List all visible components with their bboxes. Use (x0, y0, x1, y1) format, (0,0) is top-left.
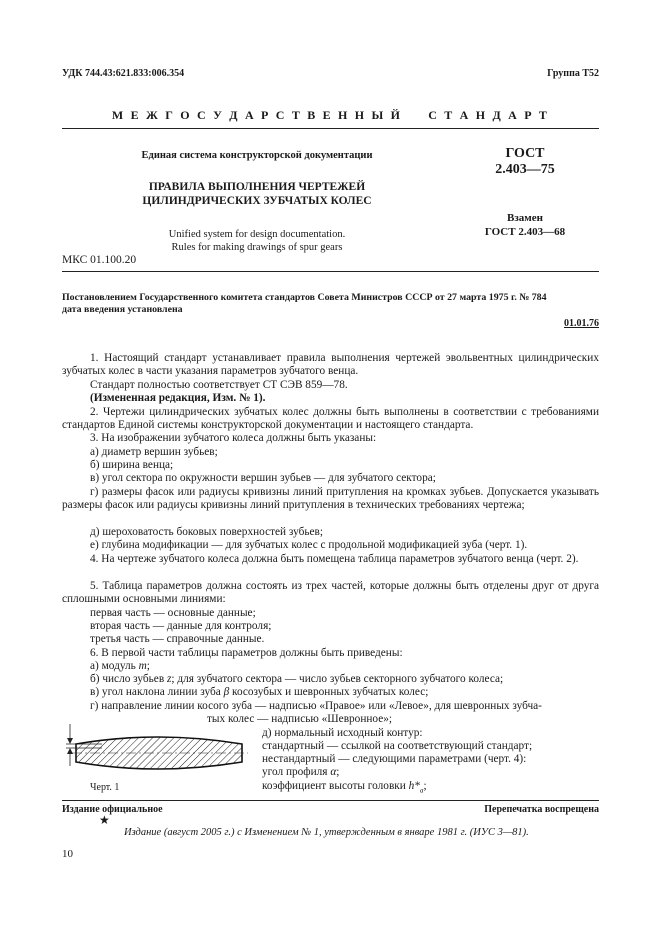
clause-6a (90, 660, 150, 673)
title-line-1: ПРАВИЛА ВЫПОЛНЕНИЯ ЧЕРТЕЖЕЙ (148, 181, 366, 193)
profile-angle-suffix: ; (336, 766, 340, 778)
clause-3: 3. На изображении зубчатого колеса должны быть указаны: (90, 432, 377, 444)
teeth-count-symbol: z (166, 673, 172, 685)
clause-5a: первая часть — основные данные; (90, 607, 256, 619)
module-symbol: m (138, 660, 147, 672)
reprint-prohibited: Перепечатка воспрещена (484, 804, 599, 815)
clause-3g: г) размеры фасок или радиусы кривизны линий притупления на кромках зубьев. Допускается указывать размеры фасок или радиусы кривизны линий притупления в технических требованиях чертежа; (62, 486, 599, 512)
mks-code: МКС 01.100.20 (62, 254, 137, 266)
group-code: Группа Т52 (547, 68, 599, 79)
clause-6v-suffix: косозубых и шевронных зубчатых колес; (229, 686, 429, 698)
clause-6g-line-2: тых колес — надписью «Шевронное»; (207, 713, 393, 725)
star-icon: ★ (99, 813, 110, 827)
replaces-block (470, 211, 580, 239)
udk-code: УДК 744.43:621.833:006.354 (62, 68, 185, 79)
clause-4: 4. На чертеже зубчатого колеса должна быть помещена таблица параметров зубчатого венца (черт. 2). (90, 553, 579, 565)
edition-note: Издание (август 2005 г.) с Изменением № 1, утвержденным в январе 1981 г. (ИУС 3—81). (124, 827, 529, 838)
english-title-line-1: Unified system for design documentation. (168, 229, 346, 240)
gost-designation (470, 146, 580, 178)
gost-number: 2.403—75 (495, 162, 555, 177)
decree-line-1: Постановлением Государственного комитета стандартов Совета Министров СССР от 27 марта 1975 г. № 784 (62, 292, 547, 303)
clause-1-compliance: Стандарт полностью соответствует СТ СЭВ 859—78. (90, 379, 348, 391)
clause-5b: вторая часть — данные для контроля; (90, 620, 272, 632)
clause-6d-nonstandard: нестандартный — следующими параметрами (черт. 4): (262, 753, 527, 765)
profile-angle-symbol: α (330, 766, 337, 778)
english-title-line-2: Rules for making drawings of spur gears (171, 242, 343, 253)
clause-1-amendment: (Измененная редакция, Изм. № 1). (90, 392, 266, 404)
clause-1: 1. Настоящий стандарт устанавливает правила выполнения чертежей эвольвентных цилиндрических зубчатых колес в части указания параметров зубчатого венца. (62, 352, 599, 378)
clause-6b (90, 673, 503, 686)
clause-3b: б) ширина венца; (90, 459, 174, 471)
clause-3v: в) угол сектора по окружности вершин зубьев — для зубчатого сектора; (90, 472, 436, 484)
clause-6: 6. В первой части таблицы параметров должны быть приведены: (90, 647, 403, 659)
title-line-2: ЦИЛИНДРИЧЕСКИХ ЗУБЧАТЫХ КОЛЕС (142, 195, 372, 207)
official-edition: Издание официальное (62, 804, 163, 815)
gost-label: ГОСТ (505, 146, 545, 161)
clause-5: 5. Таблица параметров должна состоять из трех частей, которые должны быть отделены друг от друга сплошными основными линиями: (62, 580, 599, 606)
english-title (62, 228, 452, 254)
helix-angle-symbol: β (223, 686, 230, 698)
page-number: 10 (62, 848, 73, 860)
replaces-label: Взамен (507, 212, 543, 224)
clause-6b-prefix: б) число зубьев (90, 673, 167, 685)
clause-3e: е) глубина модификации — для зубчатых колес с продольной модификацией зуба (черт. 1). (90, 539, 528, 551)
footer-rule (62, 800, 599, 801)
title-rule (62, 271, 599, 272)
addendum-symbol: h* (408, 780, 420, 792)
decree-line-2: дата введения установлена (62, 304, 183, 315)
system-name: Единая система конструкторской документации (141, 150, 373, 161)
addendum-prefix: коэффициент высоты головки (262, 780, 409, 792)
profile-angle-prefix: угол профиля (262, 766, 331, 778)
effective-date: 01.01.76 (564, 318, 599, 329)
clause-6b-suffix: ; для зубчатого сектора — число зубьев секторного зубчатого колеса; (171, 673, 504, 685)
clause-6g-line-1: г) направление линии косого зуба — надписью «Правое» или «Левое», для шевронных зубча- (90, 700, 542, 712)
addendum-subscript: a (419, 786, 424, 795)
clause-6v-prefix: в) угол наклона линии зуба (90, 686, 224, 698)
banner-rule (62, 128, 599, 129)
addendum-suffix: ; (423, 780, 427, 792)
clause-5c: третья часть — справочные данные. (90, 633, 265, 645)
clause-6d: д) нормальный исходный контур: (262, 727, 423, 739)
clause-6d-standard: стандартный — ссылкой на соответствующий стандарт; (262, 740, 533, 752)
document-title (62, 180, 452, 208)
clause-6a-prefix: а) модуль (90, 660, 139, 672)
figure-1-tooth-drawing (62, 722, 252, 778)
clause-6a-suffix: ; (146, 660, 150, 672)
clause-6d-addendum (262, 780, 427, 797)
replaces-number: ГОСТ 2.403—68 (484, 226, 566, 238)
figure-1-caption: Черт. 1 (90, 782, 120, 793)
clause-3a: а) диаметр вершин зубьев; (90, 446, 218, 458)
clause-3d: д) шероховатость боковых поверхностей зубьев; (90, 526, 324, 538)
interstate-standard-banner: М Е Ж Г О С У Д А Р С Т В Е Н Н Ы Й С Т А Н Д А Р Т (111, 108, 550, 122)
clause-2: 2. Чертежи цилиндрических зубчатых колес должны быть выполнены в соответствии с требованиями стандартов Единой системы конструкторской документации и настоящего стандарта. (62, 406, 599, 432)
clause-6d-profile-angle (262, 766, 339, 779)
clause-6v (90, 686, 428, 699)
